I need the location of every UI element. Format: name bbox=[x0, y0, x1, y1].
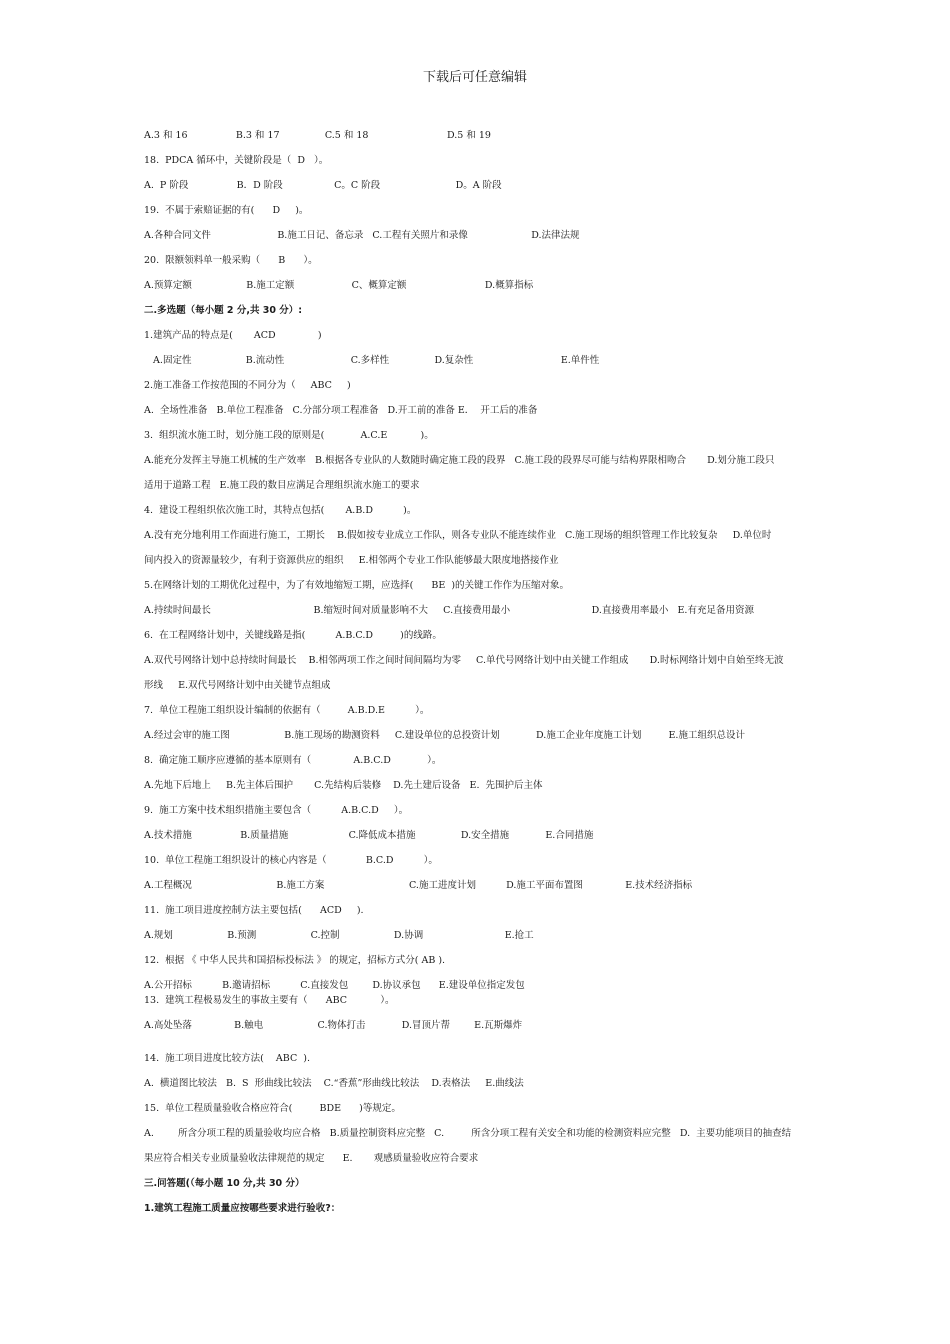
mc-question-13: 13. 建筑工程极易发生的事故主要有（ ABC ）。 bbox=[144, 995, 395, 1006]
mc-question-15: 15. 单位工程质量验收合格应符合( BDE )等规定。 bbox=[144, 1103, 401, 1114]
mc-options-13: A.高处坠落 B.触电 C.物体打击 D.冒顶片帮 E.瓦斯爆炸 bbox=[144, 1020, 523, 1031]
section-multiple-choice-heading: 二.多选题（每小题 2 分,共 30 分）: bbox=[144, 305, 303, 316]
options-q17: A.3 和 16 B.3 和 17 C.5 和 18 D.5 和 19 bbox=[144, 130, 491, 141]
question-19: 19. 不属于索赔证据的有( D )。 bbox=[144, 205, 309, 216]
mc-options-9: A.技术措施 B.质量措施 C.降低成本措施 D.安全措施 E.合同措施 bbox=[144, 830, 594, 841]
mc-question-10: 10. 单位工程施工组织设计的核心内容是（ B.C.D ）。 bbox=[144, 855, 438, 866]
mc-options-2: A. 全场性准备 B.单位工程准备 C.分部分项工程准备 D.开工前的准备 E． 开工后的准备 bbox=[144, 405, 538, 416]
mc-question-7: 7. 单位工程施工组织设计编制的依据有（ A.B.D.E ）。 bbox=[144, 705, 430, 716]
mc-options-10: A.工程概况 B.施工方案 C.施工进度计划 D.施工平面布置图 E.技术经济指标 bbox=[144, 880, 693, 891]
question-20: 20. 限额领料单一般采购（ B ）。 bbox=[144, 255, 318, 266]
mc-question-11: 11. 施工项目进度控制方法主要包括( ACD ). bbox=[144, 905, 364, 916]
options-q20: A.预算定额 B.施工定额 C、概算定额 D.概算指标 bbox=[144, 280, 534, 291]
mc-options-3b: 适用于道路工程 E.施工段的数目应满足合理组织流水施工的要求 bbox=[144, 480, 420, 491]
options-q18: A. P 阶段 B．D 阶段 C。C 阶段 D。A 阶段 bbox=[144, 180, 502, 191]
mc-question-12: 12. 根据 《 中华人民共和国招标投标法 》 的规定，招标方式分( AB ). bbox=[144, 955, 446, 966]
qa-question-1: 1.建筑工程施工质量应按哪些要求进行验收?： bbox=[144, 1203, 341, 1214]
mc-question-3: 3. 组织流水施工时，划分施工段的原则是( A.C.E )。 bbox=[144, 430, 434, 441]
mc-options-12: A.公开招标 B.邀请招标 C.直接发包 D.协议承包 E.建设单位指定发包 bbox=[144, 980, 525, 991]
mc-question-5: 5.在网络计划的工期优化过程中，为了有效地缩短工期，应选择( BE )的关键工作作为压缩对象。 bbox=[144, 580, 570, 591]
mc-options-4a: A.没有充分地利用工作面进行施工，工期长 B.假如按专业成立工作队，则各专业队不能连续作业 C.施工现场的组织管理工作比较复杂 D.单位时 bbox=[144, 530, 772, 541]
question-18: 18. PDCA 循环中，关键阶段是（ D ）。 bbox=[144, 155, 329, 166]
spacer bbox=[144, 1043, 844, 1051]
mc-options-11: A.规划 B.预测 C.控制 D.协调 E.抢工 bbox=[144, 930, 534, 941]
mc-options-6b: 形线 E.双代号网络计划中由关键节点组成 bbox=[144, 680, 331, 691]
mc-options-8: A.先地下后地上 B.先主体后围护 C.先结构后装修 D.先土建后设备 E. 先围护后主体 bbox=[144, 780, 543, 791]
section-qa-heading: 三.问答题(（每小题 10 分,共 30 分） bbox=[144, 1178, 305, 1189]
mc-options-1: A.固定性 B.流动性 C.多样性 D.复杂性 E.单件性 bbox=[144, 355, 600, 366]
mc-options-15a: A. 所含分项工程的质量验收均应合格 B.质量控制资料应完整 C. 所含分项工程有关安全和功能的检测资料应完整 D. 主要功能项目的抽查结 bbox=[144, 1128, 792, 1139]
mc-options-7: A.经过会审的施工图 B.施工现场的勘测资料 C.建设单位的总投资计划 D.施工企业年度施工计划 E.施工组织总设计 bbox=[144, 730, 745, 741]
mc-options-14: A. 横道图比较法 B. S 形曲线比较法 C.“香蕉”形曲线比较法 D.表格法 E.曲线法 bbox=[144, 1078, 524, 1089]
mc-question-14: 14. 施工项目进度比较方法( ABC ). bbox=[144, 1053, 310, 1064]
mc-question-4: 4. 建设工程组织依次施工时，其特点包括( A.B.D )。 bbox=[144, 505, 417, 516]
mc-question-6: 6. 在工程网络计划中，关键线路是指( A.B.C.D )的线路。 bbox=[144, 630, 442, 641]
mc-options-6a: A.双代号网络计划中总持续时间最长 B.相邻两项工作之间时间间隔均为零 C.单代号网络计划中由关键工作组成 D.时标网络计划中自始至终无波 bbox=[144, 655, 784, 666]
mc-question-8: 8. 确定施工顺序应遵循的基本原则有（ A.B.C.D ）。 bbox=[144, 755, 442, 766]
page-header: 下载后可任意编辑 bbox=[422, 70, 527, 85]
mc-options-15b: 果应符合相关专业质量验收法律规范的规定 E. 观感质量验收应符合要求 bbox=[144, 1153, 479, 1164]
options-q19: A.各种合同文件 B.施工日记、备忘录 C.工程有关照片和录像 D.法律法规 bbox=[144, 230, 580, 241]
document-body bbox=[144, 128, 844, 1226]
mc-options-3a: A.能充分发挥主导施工机械的生产效率 B.根据各专业队的人数随时确定施工段的段界 C.施工段的段界尽可能与结构界限相吻合 D.划分施工段只 bbox=[144, 455, 775, 466]
mc-question-1: 1.建筑产品的特点是( ACD ) bbox=[144, 330, 322, 341]
mc-options-4b: 间内投入的资源量较少，有利于资源供应的组织 E.相邻两个专业工作队能够最大限度地搭接作业 bbox=[144, 555, 559, 566]
mc-question-9: 9. 施工方案中技术组织措施主要包含（ A.B.C.D ）。 bbox=[144, 805, 409, 816]
mc-question-2: 2.施工准备工作按范围的不同分为（ ABC ) bbox=[144, 380, 351, 391]
mc-options-5: A.持续时间最长 B.缩短时间对质量影响不大 C.直接费用最小 D.直接费用率最小 E.有充足备用资源 bbox=[144, 605, 754, 616]
